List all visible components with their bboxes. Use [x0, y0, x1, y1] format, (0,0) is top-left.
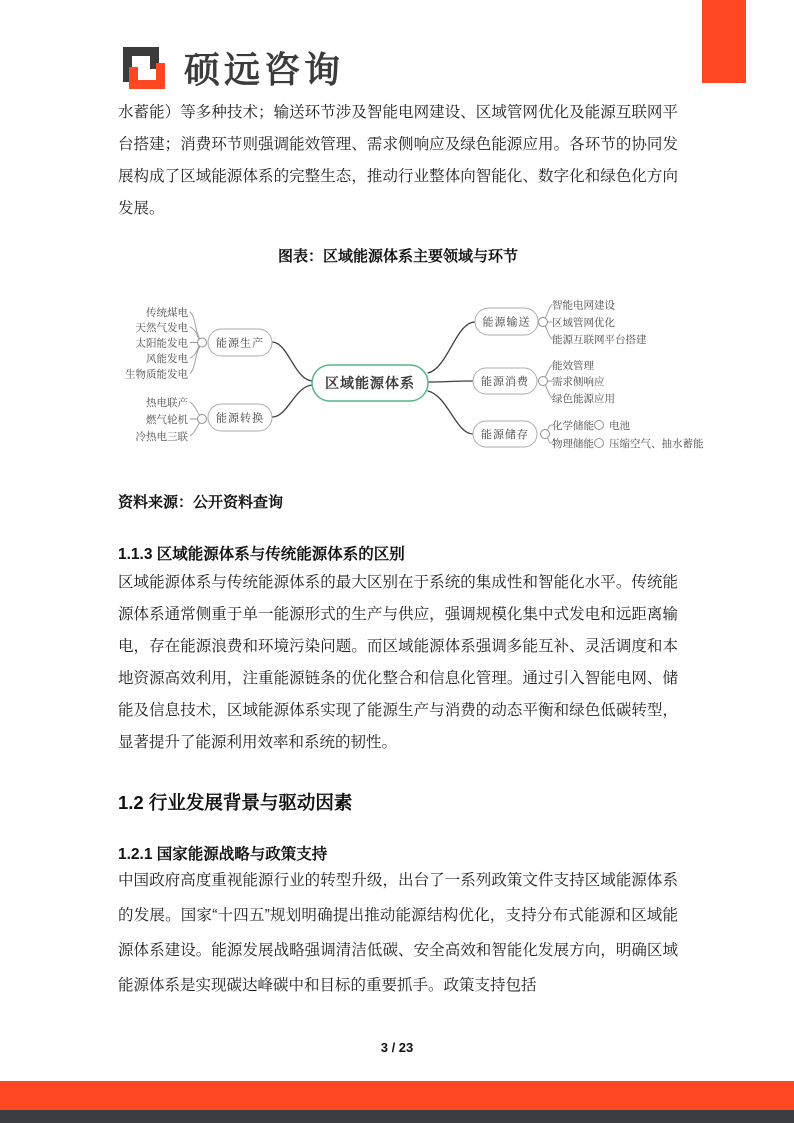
edge-center-conversion [272, 385, 312, 417]
body-paragraph-1-1-3: 区域能源体系与传统能源体系的最大区别在于系统的集成性和智能化水平。传统能源体系通常侧重于单一能源形式的生产与供应，强调规模化集中式发电和远距离输电，存在能源浪费和环境污染问题。而区域能源体系强调多能互补、灵活调度和本地资源高效利用，注重能源链条的优化整合和信息化管理。通过引入智能电网、储能及信息技术，区域能源体系实现了能源生产与消费的动态平衡和绿色低碳转型，显著提升了能源利用效率和系统的韧性。 [118, 574, 678, 751]
node-transmission-label: 能源输送 [482, 316, 531, 329]
edge-center-consumption [428, 381, 473, 382]
node-storage-label: 能源储存 [481, 429, 529, 441]
mindmap-center-label: 区域能源体系 [325, 375, 415, 391]
heading-1-2-1: 1.2.1 国家能源战略与政策支持 [118, 846, 328, 863]
leaf-gas-turbine: 燃气轮机 [146, 414, 188, 426]
leaf-battery: 电池 [609, 420, 630, 432]
leaf-solar-power: 太阳能发电 [135, 337, 188, 350]
leaf-energy-internet-platform: 能源互联网平台搭建 [552, 334, 647, 346]
body-paragraph-intro: 水蓄能）等多种技术；输送环节涉及智能电网建设、区域管网优化及能源互联网平台搭建；消费环节则强调能效管理、需求侧响应及绿色能源应用。各环节的协同发展构成了区域能源体系的完整生态，推动行业整体向智能化、数字化和绿色化方向发展。 [118, 104, 678, 217]
joint-storage [541, 430, 550, 439]
header-accent-block [702, 0, 746, 83]
edge-center-storage [428, 391, 473, 434]
joint-conversion [198, 415, 207, 424]
joint-production [198, 338, 207, 347]
leaf-cchp: 冷热电三联 [135, 431, 188, 443]
node-production-label: 能源生产 [216, 337, 264, 350]
joint-transmission [539, 318, 548, 327]
leaf-green-energy-use: 绿色能源应用 [552, 393, 615, 405]
heading-1-2: 1.2 行业发展背景与驱动因素 [118, 792, 353, 813]
heading-1-1-3: 1.1.3 区域能源体系与传统能源体系的区别 [118, 546, 405, 563]
brand-name: 硕远咨询 [184, 49, 345, 90]
leaf-compressed-air-pumped-hydro: 压缩空气、抽水蓄能 [609, 438, 704, 450]
leaf-efficiency-management: 能效管理 [552, 360, 594, 372]
leaf-physical-storage: 物理储能 [552, 438, 594, 450]
footer-accent-bar [0, 1081, 794, 1110]
footer-dark-bar [0, 1110, 794, 1123]
page-number: 3 / 23 [380, 1040, 414, 1055]
edge-center-production [272, 342, 312, 381]
leaf-biomass-power: 生物质能发电 [125, 368, 188, 381]
joint-physical-storage [595, 439, 604, 448]
leaf-wind-power: 风能发电 [146, 353, 188, 365]
leaf-pipeline-optimization: 区域管网优化 [552, 317, 615, 329]
leaf-gas-power: 天然气发电 [135, 322, 188, 334]
figure-source-note: 资料来源：公开资料查询 [118, 494, 284, 511]
joint-consumption [539, 377, 548, 386]
mindmap-figure [110, 285, 710, 485]
leaf-smart-grid: 智能电网建设 [552, 299, 615, 312]
node-consumption-label: 能源消费 [481, 376, 529, 388]
body-paragraph-1-2-1: 中国政府高度重视能源行业的转型升级，出台了一系列政策文件支持区域能源体系的发展。国家“十四五”规划明确提出推动能源结构优化，支持分布式能源和区域能源体系建设。能源发展战略强调清洁低碳、安全高效和智能化发展方向，明确区域能源体系是实现碳达峰碳中和目标的重要抓手。政策支持包括 [118, 872, 678, 994]
leaf-demand-response: 需求侧响应 [552, 376, 605, 388]
leaf-coal-power: 传统煤电 [146, 307, 188, 319]
joint-chemical-storage [595, 421, 604, 430]
figure-title: 图表：区域能源体系主要领域与环节 [277, 248, 518, 265]
brand-logo [118, 42, 344, 93]
node-conversion-label: 能源转换 [216, 412, 264, 425]
brand-logo-icon [118, 43, 170, 93]
leaf-chemical-storage: 化学储能 [552, 420, 594, 432]
edge-center-transmission [428, 322, 475, 373]
leaf-chp: 热电联产 [146, 397, 188, 409]
